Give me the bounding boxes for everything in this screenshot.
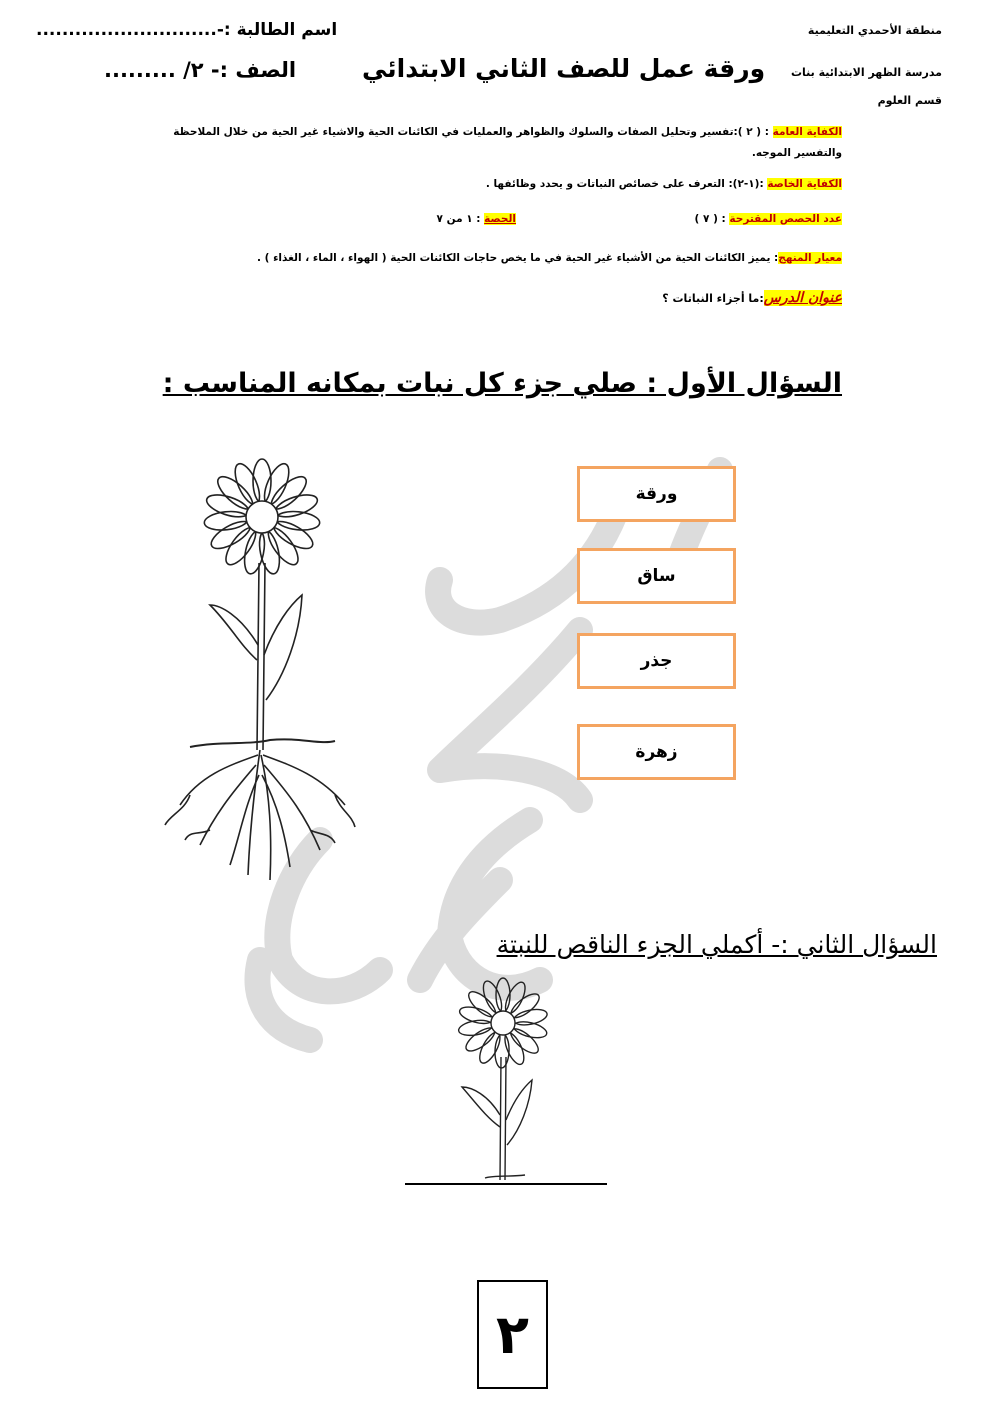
standard-label: معيار المنهج — [778, 252, 842, 264]
incomplete-plant-illustration — [400, 975, 610, 1190]
class-field[interactable]: الصف :- ٢/ ......... — [104, 58, 297, 82]
standard-text: : يميز الكائنات الحية من الأشياء غير الحية في ما يخص حاجات الكائنات الحية ( الهواء ، الماء ، الغذاء ) . — [256, 252, 779, 264]
sessions-text: : ( ٧ ) — [694, 213, 730, 225]
page-number: ٢ — [477, 1280, 548, 1389]
school-name: مدرسة الظهر الابتدائية بنات — [791, 66, 942, 79]
region-name: منطقة الأحمدي التعليمية — [807, 24, 942, 37]
specific-competency — [486, 178, 842, 190]
general-competency-label: الكفاية العامة — [772, 126, 842, 138]
lesson-title-label: عنوان الدرس — [763, 290, 842, 306]
question-1: السؤال الأول : صلي جزء كل نبات بمكانه المناسب : — [162, 368, 842, 399]
general-competency-text: : ( ٢ ):تفسير وتحليل الصفات والسلوك والظواهر والعمليات في الكائنات الحية والاشياء غير الحية من خلال الملاحظة والتفسير الموجه. — [173, 126, 842, 159]
general-competency — [162, 122, 842, 164]
lesson-text: : ١ من ٧ — [436, 213, 485, 225]
label-root[interactable]: جذر — [577, 633, 736, 689]
question-2: السؤال الثاني :- أكملي الجزء الناقص للنبتة — [496, 930, 937, 959]
label-leaf[interactable]: ورقة — [577, 466, 736, 522]
label-flower[interactable]: زهرة — [577, 724, 736, 780]
suggested-sessions — [695, 213, 842, 225]
lesson-number — [437, 213, 516, 225]
curriculum-standard — [257, 252, 842, 264]
sessions-label: عدد الحصص المقترحة — [729, 213, 842, 225]
lesson-title-text: :ما أجزاء النباتات ؟ — [662, 292, 764, 305]
label-stem[interactable]: ساق — [577, 548, 736, 604]
specific-competency-text: :(١-٢): التعرف على خصائص النباتات و يحدد وظائفها . — [485, 178, 768, 190]
specific-competency-label: الكفاية الخاصة — [767, 178, 842, 190]
department-name: قسم العلوم — [877, 94, 942, 107]
student-name-field[interactable]: اسم الطالبة :-............................ — [36, 20, 338, 40]
worksheet-title: ورقة عمل للصف الثاني الابتدائي — [362, 54, 766, 83]
lesson-title — [662, 290, 842, 306]
lesson-label: الحصة — [484, 213, 516, 225]
plant-illustration — [160, 455, 360, 885]
